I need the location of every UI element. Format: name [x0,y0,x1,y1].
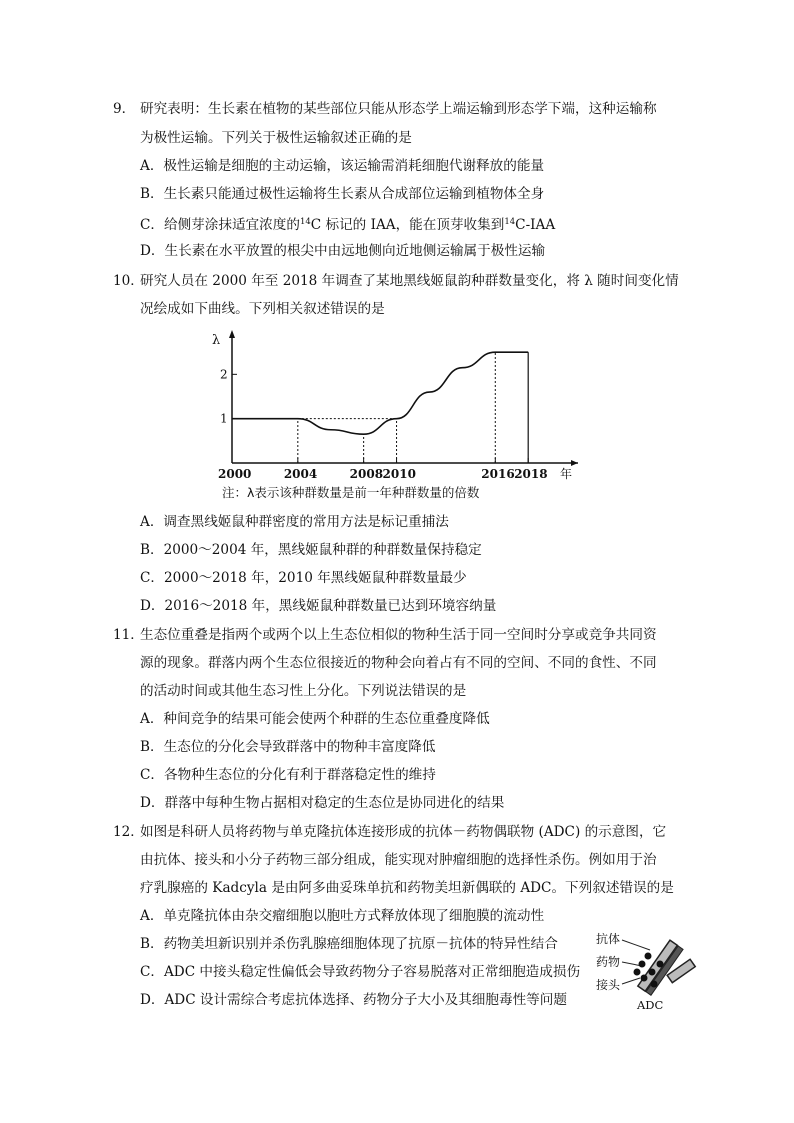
chart-axes [229,330,578,466]
lambda-chart [210,328,590,503]
x-tick-label: 2000 [218,467,252,481]
q12-option-b: B．药物美坦新识别并杀伤乳腺癌细胞体现了抗原－抗体的特异性结合 [140,936,558,952]
y-tick-label: 2 [220,367,228,382]
q10-option-d: D．2016～2018 年，黑线姬鼠种群数量已达到环境容纳量 [140,598,497,614]
q9-option-a: A．极性运输是细胞的主动运输，该运输需消耗细胞代谢释放的能量 [140,158,545,174]
chart-guides [298,352,528,463]
q12-stem-line3: 疗乳腺癌的 Kadcyla 是由阿多曲妥珠单抗和药物美坦新偶联的 ADC。下列叙述错误的是 [140,880,674,896]
q12-option-d: D．ADC 设计需综合考虑抗体选择、药物分子大小及其细胞毒性等问题 [140,992,567,1008]
x-tick-label: 2004 [283,467,318,481]
lambda-chart-svg [210,328,590,503]
adc-label-linker: 接头 [596,978,621,992]
q9-option-c-sup1: 14 [299,217,311,227]
q10-option-c: C．2000～2018 年，2010 年黑线姬鼠种群数量最少 [140,570,467,586]
q9-option-c-end: C-IAA [515,217,556,233]
q10-stem-line2: 况绘成如下曲线。下列相关叙述错误的是 [140,301,385,317]
chart-note: 注：λ表示该种群数量是前一年种群数量的倍数 [222,485,480,500]
q9-option-b: B．生长素只能通过极性运输将生长素从合成部位运输到植物体全身 [140,186,545,202]
y-axis-arrow [229,330,235,338]
q12-stem-line2: 由抗体、接头和小分子药物三部分组成，能实现对肿瘤细胞的选择性杀伤。例如用于治 [140,852,657,868]
q9-number: 9． [113,101,136,117]
y-axis-label: λ [212,333,221,348]
adc-figure [590,926,702,1016]
q11-option-b: B．生态位的分化会导致群落中的物种丰富度降低 [140,739,436,755]
q9-option-c-pre: C．给侧芽涂抹适宜浓度的 [140,217,300,233]
q11-stem-line1: 生态位重叠是指两个或两个以上生态位相似的物种生活于同一空间时分享或竞争共同资 [140,627,657,643]
q12-number: 12． [113,824,144,840]
q9-option-c-mid: C 标记的 IAA，能在顶芽收集到 [310,217,505,233]
x-axis-label: 年 [560,467,573,481]
x-tick-label: 2016 [481,467,515,481]
q11-option-a: A．种间竞争的结果可能会使两个种群的生态位重叠度降低 [140,711,490,727]
y-tick-label: 1 [220,411,228,426]
adc-label-drug: 药物 [596,955,621,969]
chart-labels [212,333,572,500]
q12-option-c: C．ADC 中接头稳定性偏低会导致药物分子容易脱落对正常细胞造成损伤 [140,964,581,980]
chart-series [232,352,528,434]
adc-caption: ADC [637,998,664,1012]
q11-number: 11． [113,627,144,643]
q10-number: 10． [113,273,144,289]
q9-stem-line1: 研究表明：生长素在植物的某些部位只能从形态学上端运输到形态学下端，这种运输称 [140,101,657,117]
q9-stem-line2: 为极性运输。下列关于极性运输叙述正确的是 [140,130,412,146]
x-tick-label: 2010 [382,467,416,481]
q10-option-b: B．2000～2004 年，黑线姬鼠种群的种群数量保持稳定 [140,542,482,558]
q9-option-c [140,213,555,234]
q12-stem-line1: 如图是科研人员将药物与单克隆抗体连接形成的抗体－药物偶联物 (ADC) 的示意图，它 [140,824,667,840]
q9-option-c-sup2: 14 [504,217,516,227]
x-axis-arrow [571,460,578,466]
adc-label-antibody: 抗体 [596,932,621,946]
q11-option-d: D．群落中每种生物占据相对稳定的生态位是协同进化的结果 [140,795,505,811]
x-tick-label: 2018 [514,467,548,481]
q11-stem-line2: 源的现象。群落内两个生态位很接近的物种会向着占有不同的空间、不同的食性、不同 [140,655,657,671]
q11-stem-line3: 的活动时间或其他生态习性上分化。下列说法错误的是 [140,683,467,699]
x-tick-label: 2008 [349,467,384,481]
q11-option-c: C．各物种生态位的分化有利于群落稳定性的维持 [140,767,436,783]
q9-option-d: D．生长素在水平放置的根尖中由远地侧向近地侧运输属于极性运输 [140,243,546,259]
q10-option-a: A．调查黑线姬鼠种群密度的常用方法是标记重捕法 [140,514,449,530]
lambda-series-line [232,352,528,434]
q10-stem-line1: 研究人员在 2000 年至 2018 年调查了某地黑线姬鼠韵种群数量变化，将 λ 随时间变化情 [140,273,679,289]
q12-option-a: A．单克隆抗体由杂交瘤细胞以胞吐方式释放体现了细胞膜的流动性 [140,908,545,924]
